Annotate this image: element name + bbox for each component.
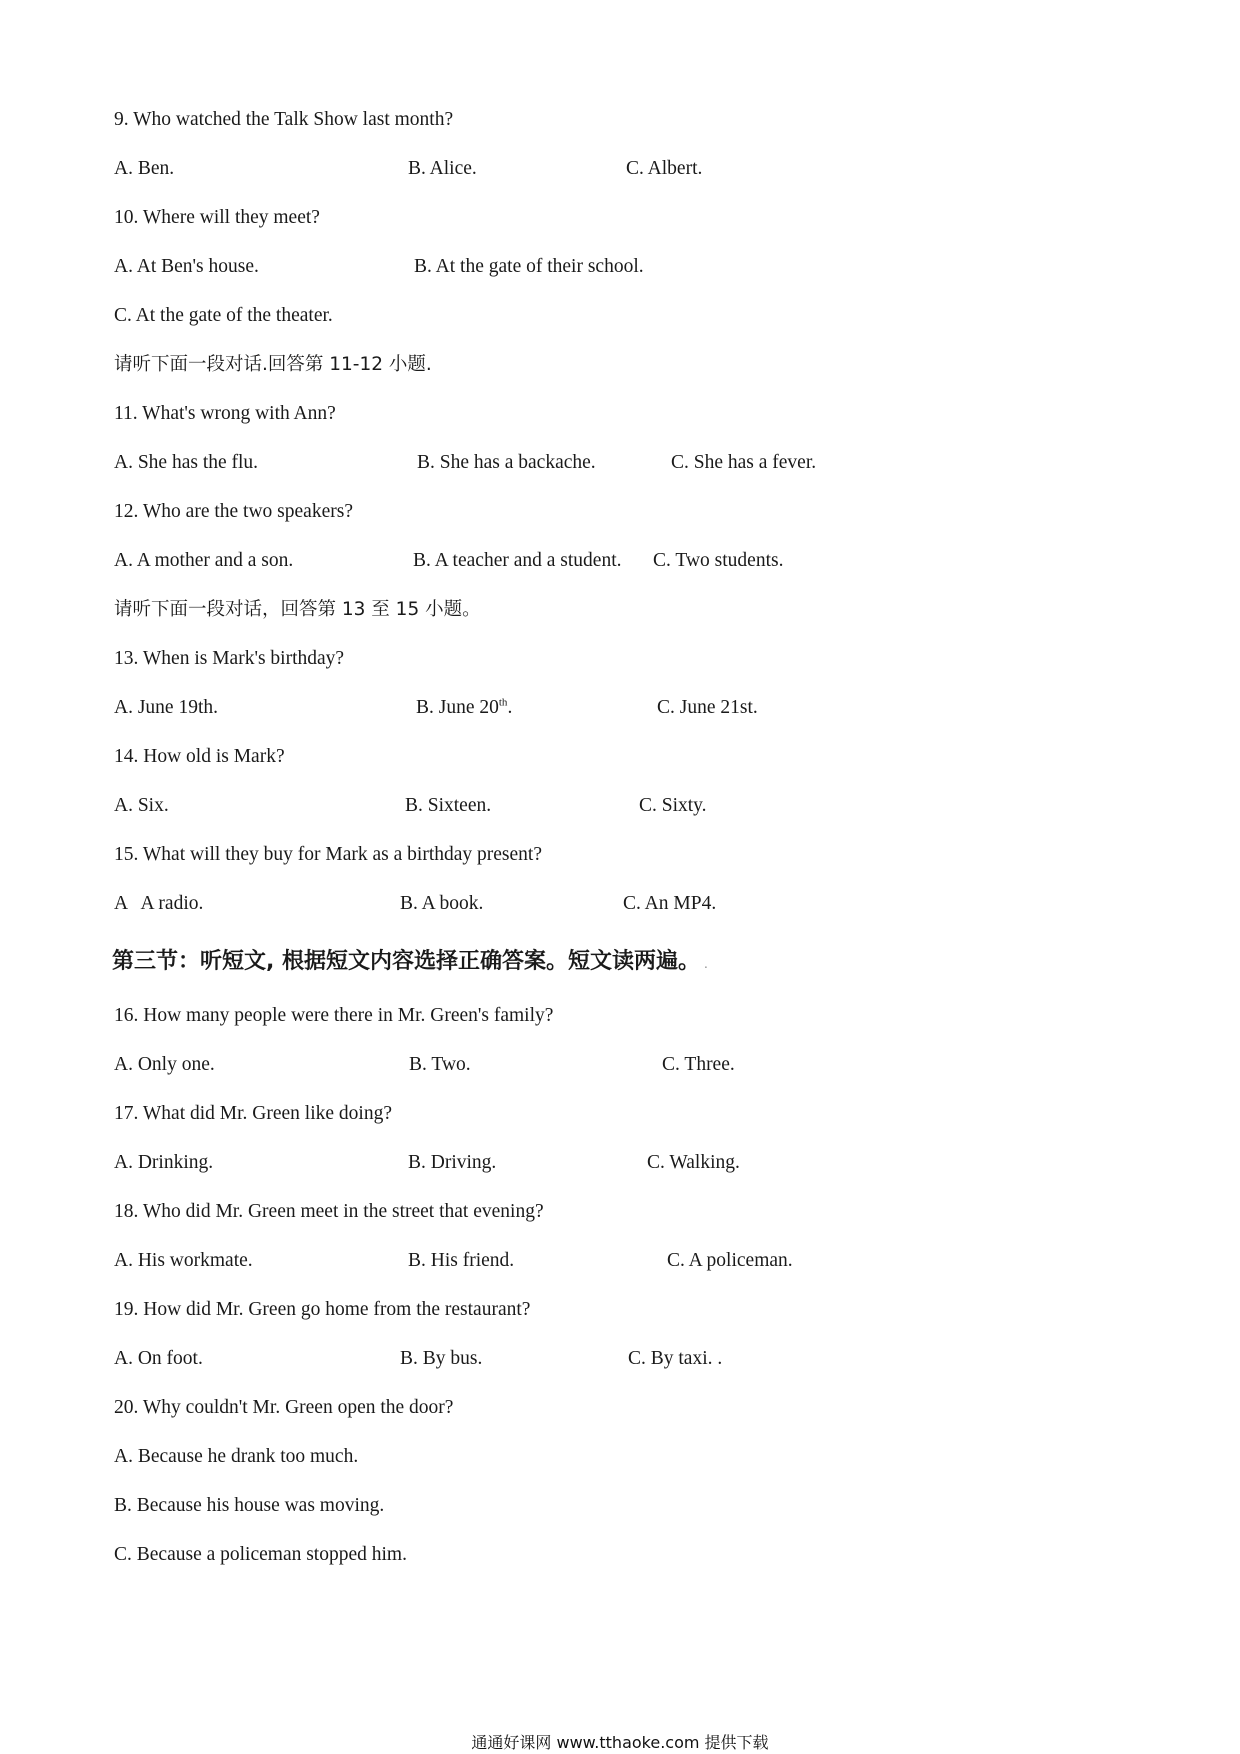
option-b: B. Two. <box>409 1054 471 1075</box>
option-c: C. Two students. <box>653 550 784 571</box>
question-19: 19. How did Mr. Green go home from the restaurant? <box>114 1299 531 1320</box>
option-b: B. She has a backache. <box>417 452 596 473</box>
option-c: C. Walking. <box>647 1152 740 1173</box>
option-b: B. Because his house was moving. <box>114 1495 385 1516</box>
option-a: A. June 19th. <box>114 697 218 718</box>
option-b: B. June 20th. <box>416 696 513 718</box>
option-b: B. Sixteen. <box>405 795 492 816</box>
question-20: 20. Why couldn't Mr. Green open the door? <box>114 1397 454 1418</box>
dialog-instruction: 请听下面一段对话，回答第 13 至 15 小题。 <box>114 599 481 620</box>
option-b: B. Driving. <box>408 1152 497 1173</box>
option-a: A. Only one. <box>114 1054 215 1075</box>
option-a: A. A mother and a son. <box>114 550 294 571</box>
option-c: C. By taxi. . <box>628 1348 723 1369</box>
option-c: C. Because a policeman stopped him. <box>114 1544 407 1565</box>
option-c: C. An MP4. <box>623 893 717 914</box>
option-b: B. A book. <box>400 893 484 914</box>
option-b: B. His friend. <box>408 1250 515 1271</box>
section-heading: 第三节：听短文, 根据短文内容选择正确答案。短文读两遍。 . <box>112 949 708 974</box>
dialog-instruction: 请听下面一段对话.回答第 11-12 小题. <box>114 354 432 375</box>
option-a: A. Ben. <box>114 158 175 179</box>
option-b: B. At the gate of their school. <box>414 256 644 277</box>
question-10: 10. Where will they meet? <box>114 207 320 228</box>
option-c: C. Sixty. <box>639 795 707 816</box>
option-a: A. She has the flu. <box>114 452 259 473</box>
question-14: 14. How old is Mark? <box>114 746 285 767</box>
question-9: 9. Who watched the Talk Show last month? <box>114 109 454 130</box>
option-c: C. Albert. <box>626 158 703 179</box>
option-b: B. By bus. <box>400 1348 483 1369</box>
question-12: 12. Who are the two speakers? <box>114 501 353 522</box>
option-a: A A radio. <box>114 893 204 914</box>
option-a: A. His workmate. <box>114 1250 253 1271</box>
option-c: C. At the gate of the theater. <box>114 305 333 326</box>
question-15: 15. What will they buy for Mark as a birthday present? <box>114 844 542 865</box>
option-b: B. Alice. <box>408 158 477 179</box>
option-a: A. At Ben's house. <box>114 256 259 277</box>
option-b: B. A teacher and a student. <box>413 550 622 571</box>
option-c: C. A policeman. <box>667 1250 793 1271</box>
option-a: A. On foot. <box>114 1348 203 1369</box>
option-a: A. Because he drank too much. <box>114 1446 359 1467</box>
option-c: C. June 21st. <box>657 697 758 718</box>
option-a: A. Six. <box>114 795 169 816</box>
page-footer: 通通好课网 www.tthaoke.com 提供下载 <box>471 1733 769 1752</box>
question-11: 11. What's wrong with Ann? <box>114 403 336 424</box>
question-17: 17. What did Mr. Green like doing? <box>114 1103 392 1124</box>
question-16: 16. How many people were there in Mr. Green's family? <box>114 1005 554 1026</box>
question-18: 18. Who did Mr. Green meet in the street that evening? <box>114 1201 544 1222</box>
question-13: 13. When is Mark's birthday? <box>114 648 345 669</box>
option-c: C. Three. <box>662 1054 735 1075</box>
option-a: A. Drinking. <box>114 1152 214 1173</box>
option-c: C. She has a fever. <box>671 452 817 473</box>
